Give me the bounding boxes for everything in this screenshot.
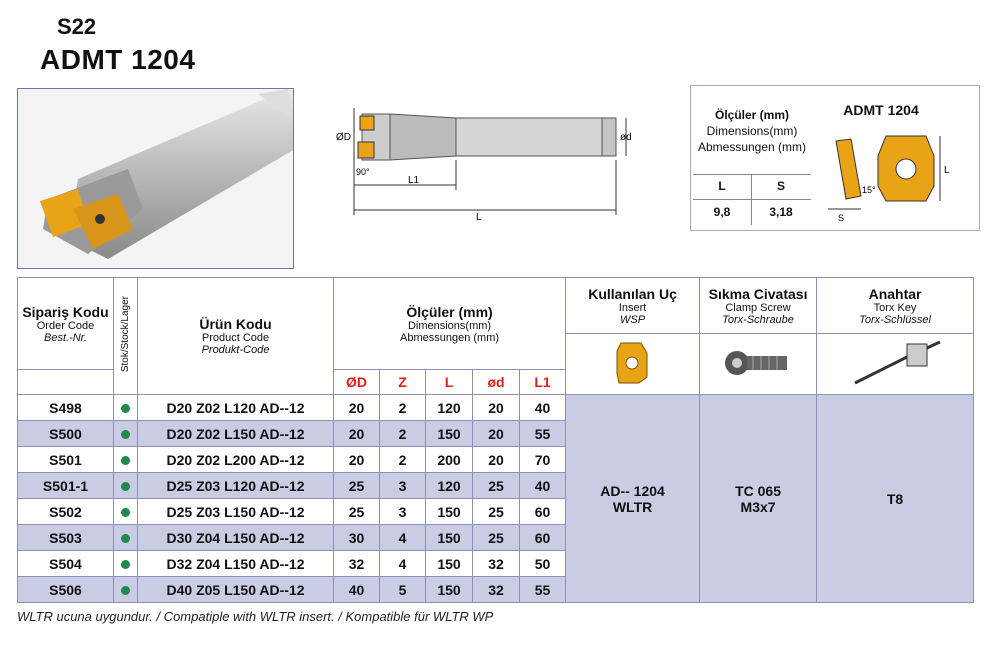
od-label: ØD — [336, 132, 351, 143]
table-row: S503 D30 Z04 L150 AD--12 30 4 150 25 60 — [18, 525, 974, 551]
table-row: S506 D40 Z05 L150 AD--12 40 5 150 32 55 — [18, 577, 974, 603]
series-code: S22 — [57, 14, 97, 39]
insert-diagram — [816, 121, 976, 226]
insert-name: ADMT 1204 — [843, 102, 919, 118]
order-code-header: Sipariş Kodu Order Code Best.-Nr. — [18, 278, 114, 370]
stock-dot — [121, 430, 130, 439]
l1-label: L1 — [408, 175, 420, 186]
col-z-header: Z — [380, 370, 426, 395]
product-code-header: Ürün Kodu Product Code Produkt-Code — [138, 278, 334, 395]
table-row: S502 D25 Z03 L150 AD--12 25 3 150 25 60 — [18, 499, 974, 525]
table-row: S504 D32 Z04 L150 AD--12 32 4 150 32 50 — [18, 551, 974, 577]
table-row: S500 D20 Z02 L150 AD--12 20 2 150 20 55 — [18, 421, 974, 447]
tool-drawing — [336, 100, 636, 230]
stock-dot — [121, 482, 130, 491]
compatibility-note: WLTR ucuna uygundur. / Compatiple with WLTR insert. / Kompatible für WLTR WP — [17, 609, 494, 624]
dim-val-s: 3,18 — [769, 205, 793, 219]
col-l1-header: L1 — [520, 370, 566, 395]
dim-col-l: L — [718, 179, 726, 193]
product-photo — [17, 88, 294, 269]
dim-label-tr: Ölçüler (mm) — [714, 108, 789, 122]
col-l-header: L — [426, 370, 473, 395]
table-row: S501-1 D25 Z03 L120 AD--12 25 3 120 25 40 — [18, 473, 974, 499]
stock-dot — [121, 534, 130, 543]
dim-val-l: 9,8 — [713, 205, 731, 219]
key-header: Anahtar Torx Key Torx-Schlüssel — [817, 278, 974, 334]
screw-image — [700, 334, 817, 395]
svg-text:L: L — [944, 165, 950, 176]
svg-text:15°: 15° — [862, 185, 876, 195]
l-label: L — [476, 212, 482, 223]
stock-dot — [121, 586, 130, 595]
stock-header: Stok/Stock/Lager — [114, 278, 138, 395]
order-code-subheader — [18, 370, 114, 395]
col-dd-header: ød — [473, 370, 520, 395]
stock-dot — [121, 508, 130, 517]
angle-label: 90° — [356, 167, 370, 177]
dimensions-header: Ölçüler (mm) Dimensions(mm) Abmessungen (mm) — [334, 278, 566, 370]
dim-label-en: Dimensions(mm) — [706, 124, 798, 138]
insert-title: ADMT 1204 — [40, 44, 196, 75]
stock-dot — [121, 560, 130, 569]
stock-dot — [121, 456, 130, 465]
odd-label: ød — [620, 132, 632, 143]
table-row: S501 D20 Z02 L200 AD--12 20 2 200 20 70 — [18, 447, 974, 473]
insert-value: AD-- 1204 WLTR — [566, 395, 700, 603]
svg-text:S: S — [838, 213, 845, 223]
screw-value: TC 065 M3x7 — [700, 395, 817, 603]
torx-key-image — [817, 334, 974, 395]
col-d-header: ØD — [334, 370, 380, 395]
product-table — [17, 277, 974, 603]
insert-dimensions-box — [690, 85, 980, 231]
key-value: T8 — [817, 395, 974, 603]
table-row: S498 D20 Z02 L120 AD--12 20 2 120 20 40 AD-- 1204 WLTR TC 065 M3x7 T8 — [18, 395, 974, 421]
stock-dot — [121, 404, 130, 413]
dim-col-s: S — [776, 179, 785, 193]
dim-label-de: Abmessungen (mm) — [697, 140, 807, 154]
screw-header: Sıkma Civatası Clamp Screw Torx-Schraube — [700, 278, 817, 334]
insert-image — [566, 334, 700, 395]
insert-header: Kullanılan Uç Insert WSP — [566, 278, 700, 334]
